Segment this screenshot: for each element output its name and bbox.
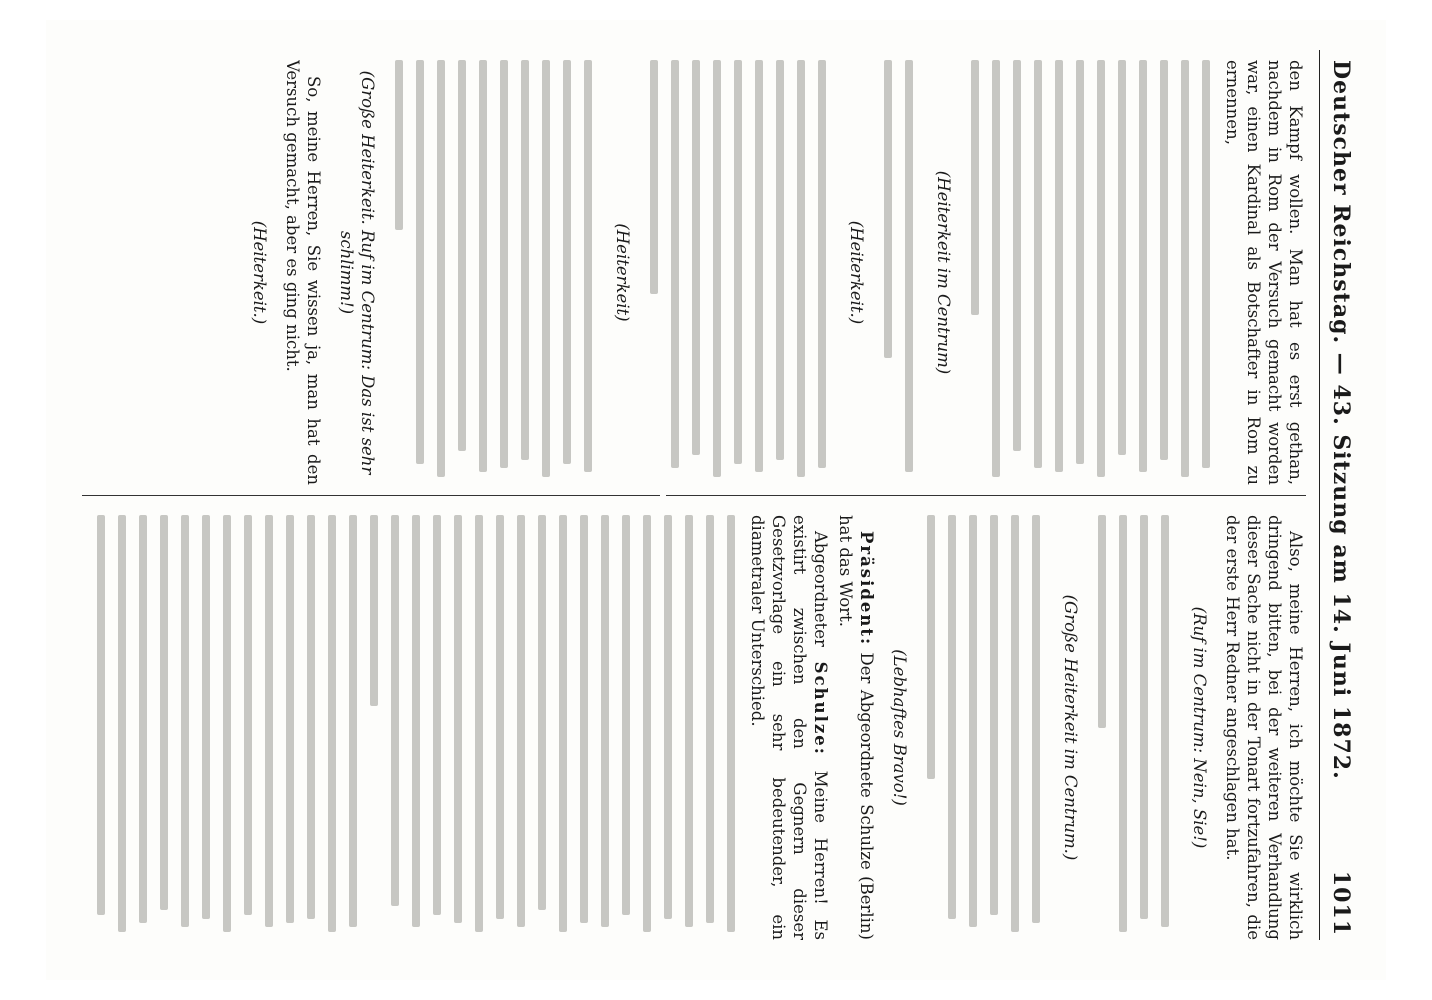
- illegible-text-line: [638, 515, 659, 940]
- illegible-text-line: [1114, 515, 1135, 940]
- left-column: [82, 60, 1306, 485]
- interjection: (Große Heiterkeit. Ruf im Centrum: Das ist sehr schlimm!): [337, 70, 377, 475]
- illegible-text-line: [113, 515, 134, 940]
- speaker-paragraph: [747, 515, 831, 940]
- interjection: (Heiterkeit.): [847, 220, 866, 325]
- illegible-text-line: [964, 515, 985, 940]
- illegible-text-line: [155, 515, 176, 940]
- illegible-text-line: [985, 515, 1006, 940]
- digitization-note: [1410, 10, 1430, 990]
- illegible-text-line: [771, 60, 792, 485]
- illegible-text-line: [386, 515, 407, 940]
- illegible-text-line: [411, 60, 432, 485]
- illegible-text-line: [1092, 60, 1113, 485]
- illegible-text-line: [537, 60, 558, 485]
- illegible-text-line: [1155, 60, 1176, 485]
- interjection: (Heiterkeit im Centrum): [934, 170, 953, 375]
- running-title: Deutscher Reichstag. — 43. Sitzung am 14. Juni 1872.: [1328, 60, 1354, 780]
- illegible-text-line: [1008, 60, 1029, 485]
- illegible-text-line: [645, 60, 666, 485]
- illegible-text-line: [1176, 60, 1197, 485]
- illegible-text-line: [428, 515, 449, 940]
- page-number: 1011: [1328, 870, 1354, 936]
- illegible-text-line: [722, 515, 743, 940]
- illegible-text-line: [197, 515, 218, 940]
- illegible-text-line: [512, 515, 533, 940]
- illegible-text-line: [1027, 515, 1048, 940]
- illegible-text-line: [575, 515, 596, 940]
- left-paragraph: den Kampf wollen. Man hat es erst gethan, nachdem in Rom der Versuch gemacht worden war, einen Kardinal als Botschafter in Rom zu ernennen,: [1223, 60, 1305, 485]
- illegible-text-line: [659, 515, 680, 940]
- illegible-text-line: [708, 60, 729, 485]
- illegible-text-line: [729, 60, 750, 485]
- president-label: Präsident:: [857, 531, 876, 647]
- illegible-text-line: [533, 515, 554, 940]
- speaker-intro: Abgeordneter: [811, 531, 830, 647]
- interjection: (Große Heiterkeit im Centrum.): [1061, 594, 1080, 861]
- interjection: (Heiterkeit.): [250, 220, 269, 325]
- illegible-text-line: [323, 515, 344, 940]
- illegible-text-line: [449, 515, 470, 940]
- illegible-text-line: [432, 60, 453, 485]
- illegible-text-line: [922, 515, 943, 940]
- illegible-text-line: [491, 515, 512, 940]
- illegible-text-line: [281, 515, 302, 940]
- speaker-label: Schulze:: [811, 661, 830, 756]
- illegible-text-line: [516, 60, 537, 485]
- illegible-text-line: [1197, 60, 1218, 485]
- illegible-text-line: [218, 515, 239, 940]
- illegible-text-line: [558, 60, 579, 485]
- illegible-text-line: [750, 60, 771, 485]
- illegible-text-line: [900, 60, 921, 485]
- illegible-text-line: [687, 60, 708, 485]
- illegible-text-line: [134, 515, 155, 940]
- interjection: (Ruf im Centrum: Nein, Sie!): [1190, 606, 1209, 849]
- illegible-text-line: [1029, 60, 1050, 485]
- page-header: [1319, 50, 1360, 940]
- illegible-text-line: [813, 60, 834, 485]
- column-rule: [82, 495, 1306, 496]
- illegible-text-line: [1135, 515, 1156, 940]
- interjection: (Lebhaftes Bravo!): [890, 649, 909, 806]
- interjection: (Heiterkeit): [613, 223, 632, 322]
- illegible-text-line: [470, 515, 491, 940]
- illegible-text-line: [365, 515, 386, 940]
- document-page: [46, 20, 1386, 980]
- illegible-text-line: [1006, 515, 1027, 940]
- illegible-text-line: [176, 515, 197, 940]
- illegible-text-line: [344, 515, 365, 940]
- illegible-text-line: [260, 515, 281, 940]
- illegible-text-line: [1113, 60, 1134, 485]
- president-paragraph: [835, 515, 877, 940]
- illegible-text-line: [966, 60, 987, 485]
- illegible-text-line: [1093, 515, 1114, 940]
- illegible-text-line: [701, 515, 722, 940]
- illegible-text-line: [92, 515, 113, 940]
- left-paragraph: So, meine Herren, Sie wissen ja, man hat den Versuch gemacht, aber es ging nicht.: [283, 60, 323, 485]
- illegible-text-line: [792, 60, 813, 485]
- illegible-text-line: [495, 60, 516, 485]
- illegible-text-line: [1134, 60, 1155, 485]
- illegible-text-line: [474, 60, 495, 485]
- illegible-text-line: [579, 60, 600, 485]
- illegible-text-line: [943, 515, 964, 940]
- illegible-text-line: [239, 515, 260, 940]
- illegible-text-line: [987, 60, 1008, 485]
- illegible-text-line: [617, 515, 638, 940]
- illegible-text-line: [554, 515, 575, 940]
- illegible-text-line: [666, 60, 687, 485]
- illegible-text-line: [390, 60, 411, 485]
- illegible-text-line: [1156, 515, 1177, 940]
- right-column: [82, 515, 1306, 940]
- illegible-text-line: [1071, 60, 1092, 485]
- illegible-text-line: [680, 515, 701, 940]
- illegible-text-line: [302, 515, 323, 940]
- illegible-text-line: [879, 60, 900, 485]
- right-paragraph: Also, meine Herren, ich möchte Sie wirklich dringend bitten, bei der weiteren Verhandlung dieser Sache nicht in der Tonart fortzufahren, die der erste Herr Redner angeschlagen hat.: [1223, 515, 1305, 940]
- speaker-text: Meine Herren! Es existirt zwischen den Gegnern dieser Gesetzvorlage ein sehr bedeutender, ein diametraler Unterschied.: [748, 515, 830, 940]
- illegible-text-line: [1050, 60, 1071, 485]
- illegible-text-line: [596, 515, 617, 940]
- illegible-text-line: [453, 60, 474, 485]
- illegible-text-line: [407, 515, 428, 940]
- president-text: Der Abgeordnete Schulze (Berlin) hat das Wort.: [836, 515, 876, 940]
